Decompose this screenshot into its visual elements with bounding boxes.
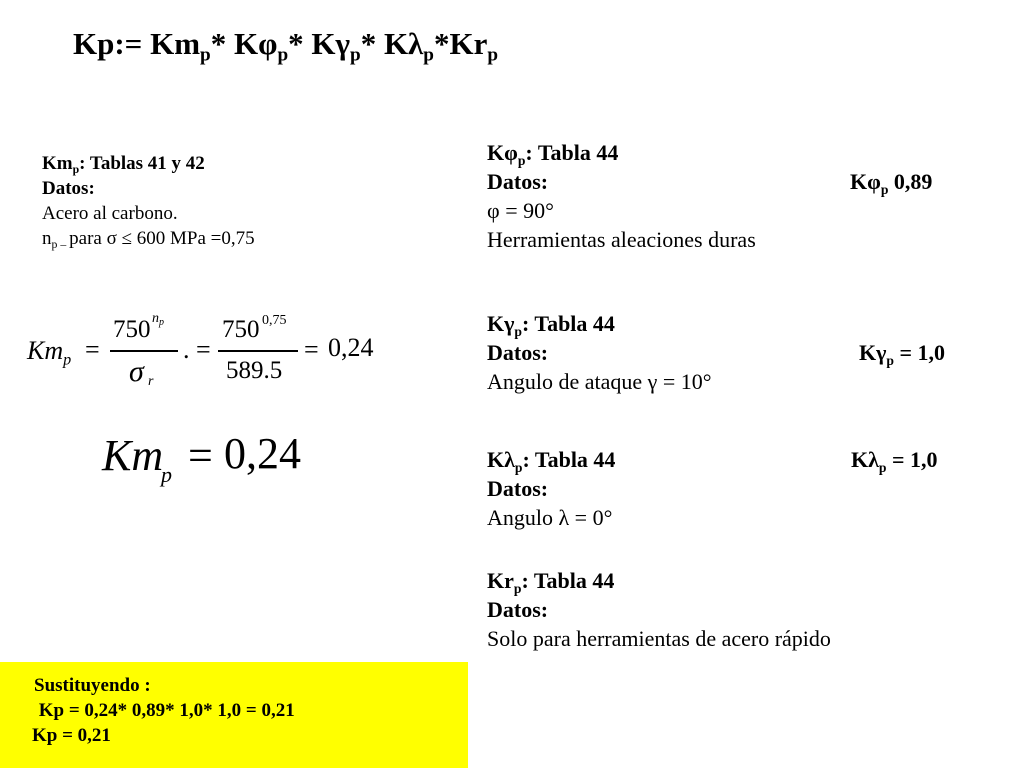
summary-line-2: Kp = 0,24* 0,89* 1,0* 1,0 = 0,21 bbox=[34, 700, 295, 721]
formula2-sub: p bbox=[161, 462, 172, 487]
formula1-fraction-bar-1 bbox=[110, 350, 178, 352]
formula1-eq1: = bbox=[85, 335, 100, 364]
kmp-material: Acero al carbono. bbox=[42, 203, 178, 224]
kgamma-section bbox=[487, 309, 987, 396]
kphi-heading: $K\varphi_p$: Tabla 44 bbox=[487, 140, 619, 168]
formula1-sigma-sub: r bbox=[148, 374, 154, 389]
formula1-num2: 750 bbox=[222, 316, 260, 343]
klambda-angle: Angulo λ = 0° bbox=[487, 505, 613, 530]
summary-line-3: Kp = 0,21 bbox=[32, 725, 111, 746]
kr-desc: Solo para herramientas de acero rápido bbox=[487, 626, 831, 651]
formula1-eq2: = bbox=[304, 335, 319, 364]
klambda-heading: $K\lambda_p$: Tabla 44 bbox=[487, 447, 616, 475]
klambda-heading-row bbox=[487, 445, 987, 474]
kmp-datos-label: Datos: bbox=[42, 178, 95, 199]
formula1-den2: 589.5 bbox=[226, 357, 283, 384]
kphi-datos-label: Datos: bbox=[487, 169, 549, 194]
formula1-num1: 750 bbox=[113, 316, 151, 343]
summary-text bbox=[34, 673, 295, 748]
kphi-section bbox=[487, 138, 987, 254]
summary-line-1: Sustituyendo : bbox=[34, 675, 151, 696]
kmp-heading: $Km_p$: Tablas 41 y 42 bbox=[42, 153, 205, 177]
klambda-section bbox=[487, 445, 987, 532]
kphi-value: $K\varphi_p$ 0,89 bbox=[850, 169, 933, 197]
kphi-desc: Herramientas aleaciones duras bbox=[487, 227, 756, 252]
formula1-num1-exp-sub: p bbox=[159, 317, 164, 328]
formula1-num2-exp: 0,75 bbox=[262, 313, 287, 328]
formula1-sigma: σ bbox=[129, 355, 144, 388]
kgamma-datos-label: Datos: bbox=[487, 340, 549, 365]
formula1-num1-exp: n bbox=[152, 311, 159, 326]
kmp-section bbox=[42, 151, 255, 251]
formula1-km: Km bbox=[27, 336, 64, 365]
formula1-dot-eq: . = bbox=[183, 335, 211, 364]
kr-datos-label: Datos: bbox=[487, 597, 549, 622]
kgamma-datos-row bbox=[487, 338, 987, 367]
kr-heading: $Kr_p$: Tabla 44 bbox=[487, 568, 615, 596]
kgamma-value: $K\gamma_p = 1,0$ bbox=[859, 340, 946, 368]
kgamma-heading: $K\gamma_p$: Tabla 44 bbox=[487, 311, 615, 339]
page-title: Kp:= $Km_p*$ $K\varphi_p*$ $K\gamma_p*$ $K\lambda_p*Kr_p$ bbox=[73, 26, 499, 66]
formula1-result: 0,24 bbox=[328, 333, 374, 362]
kmp-np: $n_{p -}$ para σ ≤ 600 MPa =0,75 bbox=[42, 228, 255, 252]
formula2-km: Km bbox=[102, 431, 164, 480]
formula2-eq: = bbox=[188, 431, 213, 480]
klambda-datos-label: Datos: bbox=[487, 476, 549, 501]
kphi-datos-row bbox=[487, 167, 987, 196]
klambda-value: $K\lambda_p = 1,0$ bbox=[851, 447, 938, 475]
formula1-fraction-bar-2 bbox=[218, 350, 298, 352]
kphi-angle: φ = 90° bbox=[487, 198, 554, 223]
formula1-sub: p bbox=[63, 351, 72, 369]
kgamma-angle: Angulo de ataque γ = 10° bbox=[487, 369, 712, 394]
formula2-result: 0,24 bbox=[224, 429, 301, 478]
kr-section bbox=[487, 566, 987, 653]
